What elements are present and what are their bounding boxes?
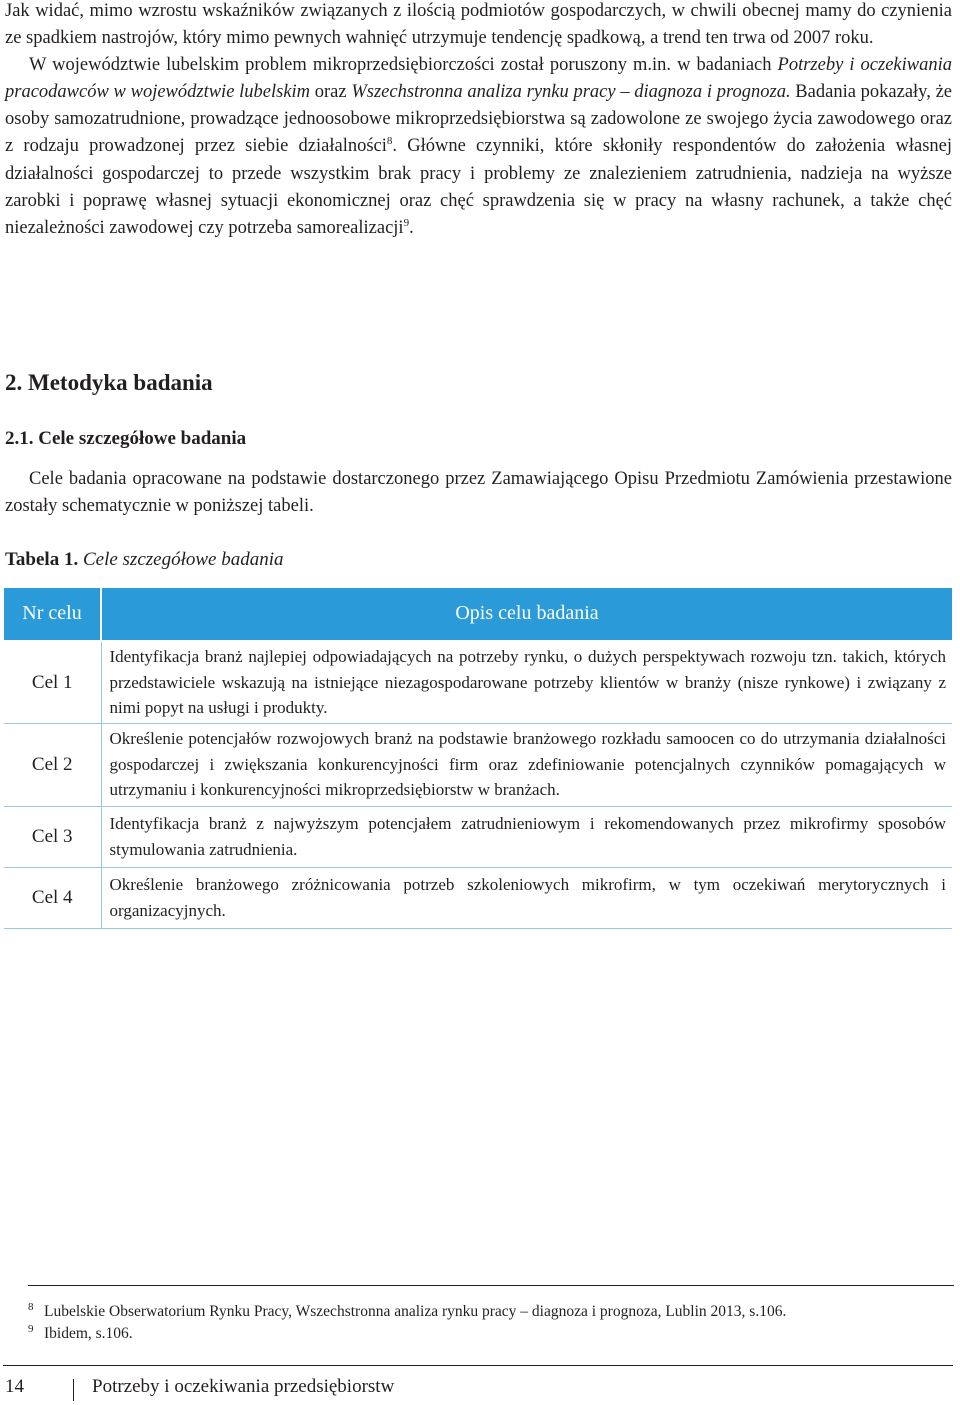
goal-number: Cel 2 — [4, 723, 101, 806]
intro-conjunction: oraz — [310, 82, 352, 103]
table-caption — [5, 549, 284, 571]
footnote-8: 8 Lubelskie Obserwatorium Rynku Pracy, Wszechstronna analiza rynku pracy – diagnoza i prognoza, Lublin 2013, s.106. — [28, 1300, 787, 1320]
goal-description: Identyfikacja branż najlepiej odpowiadających na potrzeby rynku, o dużych perspektywach rozwoju tzn. takich, których przedstawiciele wskazują na istniejące niezagospodarowane potrzeby klientów w branży (nisze rynkowe) i związany z nimi popyt na usługi i produkty. — [101, 641, 952, 723]
table-row — [4, 641, 952, 723]
study-title-2: Wszechstronna analiza rynku pracy – diagnoza i prognoza. — [351, 82, 791, 103]
goal-number: Cel 4 — [4, 867, 101, 928]
intro-paragraph — [5, 0, 952, 242]
goal-description: Określenie potencjałów rozwojowych branż na podstawie branżowego rozkładu samoocen co do utrzymania działalności gospodarczej i zwiększania konkurencyjności firm oraz zdefiniowanie potencjalnych czynników pomagających w utrzymaniu i konkurencyjności mikroprzedsiębiorstw w branżach. — [101, 723, 952, 806]
footnote-divider — [28, 1285, 954, 1286]
footnote-9: 9 Ibidem, s.106. — [28, 1322, 133, 1342]
goal-description: Identyfikacja branż z najwyższym potencjałem zatrudnieniowym i rekomendowanych przez mikrofirmy sposobów stymulowania zatrudnienia. — [101, 806, 952, 867]
footnote-ref-9[interactable]: 9 — [403, 216, 410, 229]
section-paragraph-text: Cele badania opracowane na podstawie dostarczonego przez Zamawiającego Opisu Przedmiotu Zamówienia przestawione zostały schematycznie w poniższej tabeli. — [5, 469, 952, 517]
table-row — [4, 806, 952, 867]
footer-divider — [3, 1365, 953, 1366]
intro-text-4: . Główne czynniki, które skłoniły respondentów do założenia własnej działalności gospodarczej to przede wszystkim brak pracy i problemy ze znalezieniem zatrudnienia, nadzieja na wyższe zarobki i poprawę własnej sytuacji ekonomicznej oraz chęć sprawdzenia się w pracy na własny rachunek, a także chęć niezależności zawodowej czy potrzeba samorealizacji — [5, 136, 952, 238]
table-caption-label: Tabela 1. — [5, 549, 79, 570]
section-paragraph — [5, 466, 952, 520]
goal-number: Cel 1 — [4, 641, 101, 723]
study-title-1: Potrzeby i oczekiwania pracodawców w województwie lubelskim — [5, 55, 952, 103]
footer-separator — [73, 1379, 74, 1401]
goal-number: Cel 3 — [4, 806, 101, 867]
footnote-ref-8[interactable]: 8 — [386, 135, 393, 148]
table-row — [4, 723, 952, 806]
intro-text-1: Jak widać, mimo wzrostu wskaźników związanych z ilością podmiotów gospodarczych, w chwili obecnej mamy do czynienia ze spadkiem nastrojów, który mimo pewnych wahnięć utrzymuje tendencję spadkową, a trend ten trwa od 2007 roku. — [5, 1, 952, 49]
header-opis-celu: Opis celu badania — [101, 588, 952, 641]
goal-description: Określenie branżowego zróżnicowania potrzeb szkoleniowych mikrofirm, w tym oczekiwań merytorycznych i organizacyjnych. — [101, 867, 952, 928]
header-nr-celu: Nr celu — [4, 588, 101, 641]
intro-text-2: W województwie lubelskim problem mikroprzedsiębiorczości został poruszony m.in. w badaniach — [29, 55, 778, 76]
subsection-heading: 2.1. Cele szczegółowe badania — [5, 428, 247, 449]
intro-text-3: Badania pokazały, że osoby samozatrudnione, prowadzące jednoosobowe mikroprzedsiębiorstwa są zadowolone ze swojego życia zawodowego oraz z rodzaju prowadzonej przez siebie działalności — [5, 82, 952, 157]
table-row — [4, 867, 952, 928]
footnote-text: Lubelskie Obserwatorium Rynku Pracy, Wszechstronna analiza rynku pracy – diagnoza i prognoza, Lublin 2013, s.106. — [44, 1303, 787, 1320]
goals-table — [4, 588, 952, 929]
table-caption-title: Cele szczegółowe badania — [82, 549, 284, 570]
page-number: 14 — [5, 1376, 24, 1397]
footnote-text: Ibidem, s.106. — [44, 1325, 133, 1342]
table-header-row — [4, 588, 952, 641]
running-footer-title: Potrzeby i oczekiwania przedsiębiorstw — [92, 1376, 395, 1397]
intro-end: . — [409, 217, 414, 238]
section-heading: 2. Metodyka badania — [5, 370, 213, 395]
